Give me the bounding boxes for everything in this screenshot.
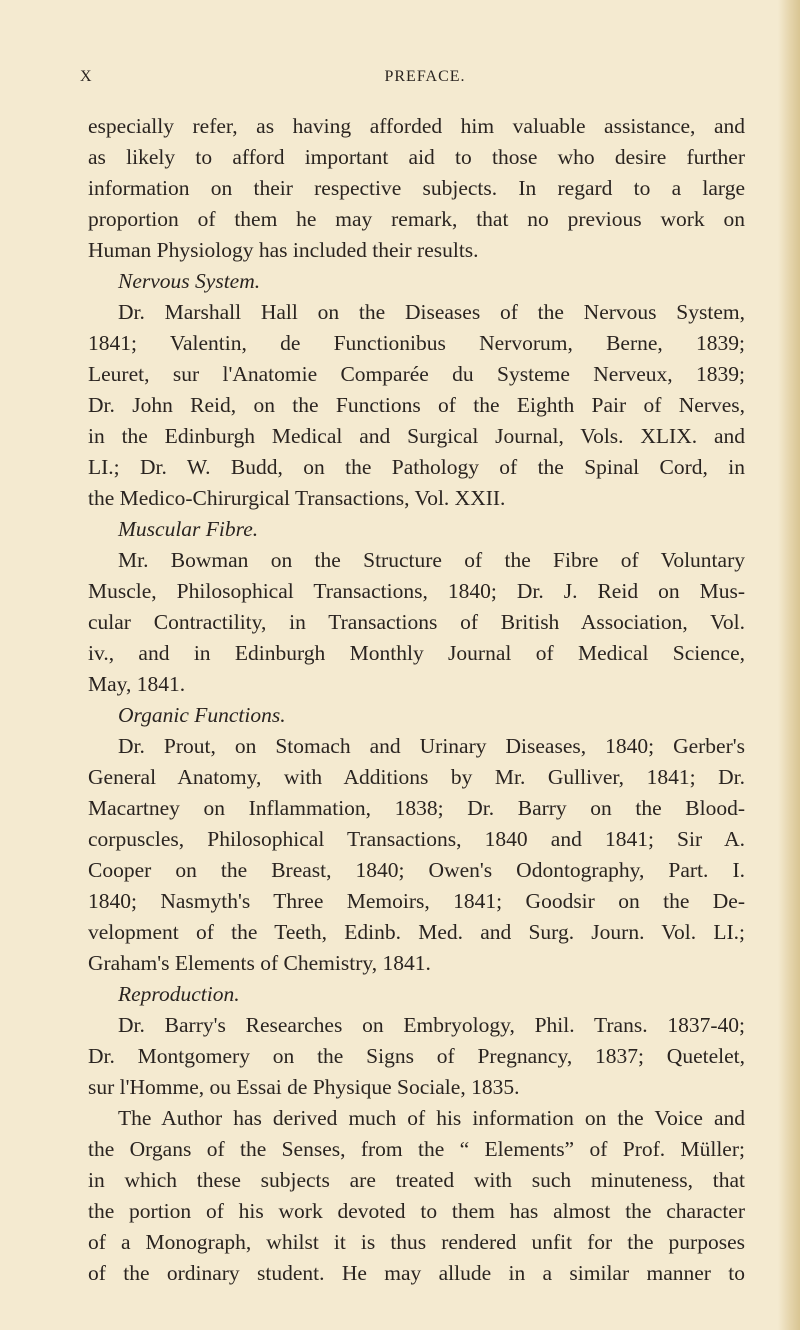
text-line: in the Edinburgh Medical and Surgical Journal, Vols. XLIX. and — [88, 424, 745, 448]
text-line: information on their respective subjects. In regard to a large — [88, 176, 745, 200]
text-line: The Author has derived much of his information on the Voice and — [118, 1106, 745, 1130]
text-line: the Organs of the Senses, from the “ Elements” of Prof. Müller; — [88, 1137, 745, 1161]
text-line: Cooper on the Breast, 1840; Owen's Odontography, Part. I. — [88, 858, 745, 882]
text-line: Leuret, sur l'Anatomie Comparée du Systeme Nerveux, 1839; — [88, 362, 745, 386]
text-line: especially refer, as having afforded him valuable assistance, and — [88, 114, 745, 138]
text-line: cular Contractility, in Transactions of British Association, Vol. — [88, 610, 745, 634]
text-line: of the ordinary student. He may allude in a similar manner to — [88, 1261, 745, 1285]
text-line: velopment of the Teeth, Edinb. Med. and Surg. Journ. Vol. LI.; — [88, 920, 745, 944]
text-line: May, 1841. — [88, 672, 186, 696]
text-line: in which these subjects are treated with such minuteness, that — [88, 1168, 745, 1192]
text-line: Dr. John Reid, on the Functions of the Eighth Pair of Nerves, — [88, 393, 745, 417]
text-line: 1840; Nasmyth's Three Memoirs, 1841; Goodsir on the De- — [88, 889, 745, 913]
text-line: Muscle, Philosophical Transactions, 1840; Dr. J. Reid on Mus- — [88, 579, 745, 603]
text-line: Dr. Barry's Researches on Embryology, Phil. Trans. 1837-40; — [118, 1013, 745, 1037]
body-text — [88, 111, 745, 1289]
text-line: Macartney on Inflammation, 1838; Dr. Barry on the Blood- — [88, 796, 745, 820]
text-line: Mr. Bowman on the Structure of the Fibre of Voluntary — [118, 548, 745, 572]
section-heading: Reproduction. — [118, 982, 240, 1006]
text-line: iv., and in Edinburgh Monthly Journal of Medical Science, — [88, 641, 745, 665]
text-line: Dr. Marshall Hall on the Diseases of the Nervous System, — [118, 300, 745, 324]
text-line: Dr. Prout, on Stomach and Urinary Diseases, 1840; Gerber's — [118, 734, 745, 758]
page-edge-shadow — [778, 0, 800, 1330]
page-number: X — [80, 68, 93, 85]
section-heading: Nervous System. — [118, 269, 261, 293]
text-line: of a Monograph, whilst it is thus rendered unfit for the purposes — [88, 1230, 745, 1254]
text-line: proportion of them he may remark, that no previous work on — [88, 207, 745, 231]
running-title: PREFACE. — [384, 68, 466, 85]
text-line: Dr. Montgomery on the Signs of Pregnancy, 1837; Quetelet, — [88, 1044, 745, 1068]
text-line: Human Physiology has included their results. — [88, 238, 479, 262]
text-line: sur l'Homme, ou Essai de Physique Sociale, 1835. — [88, 1075, 520, 1099]
section-heading: Muscular Fibre. — [118, 517, 259, 541]
text-line: as likely to afford important aid to those who desire further — [88, 145, 745, 169]
text-line: General Anatomy, with Additions by Mr. Gulliver, 1841; Dr. — [88, 765, 745, 789]
section-heading: Organic Functions. — [118, 703, 286, 727]
text-line: Graham's Elements of Chemistry, 1841. — [88, 951, 431, 975]
text-line: the portion of his work devoted to them has almost the character — [88, 1199, 745, 1223]
text-line: corpuscles, Philosophical Transactions, 1840 and 1841; Sir A. — [88, 827, 745, 851]
text-line: the Medico-Chirurgical Transactions, Vol. XXII. — [88, 486, 506, 510]
text-line: 1841; Valentin, de Functionibus Nervorum, Berne, 1839; — [88, 331, 745, 355]
text-line: LI.; Dr. W. Budd, on the Pathology of the Spinal Cord, in — [88, 455, 745, 479]
